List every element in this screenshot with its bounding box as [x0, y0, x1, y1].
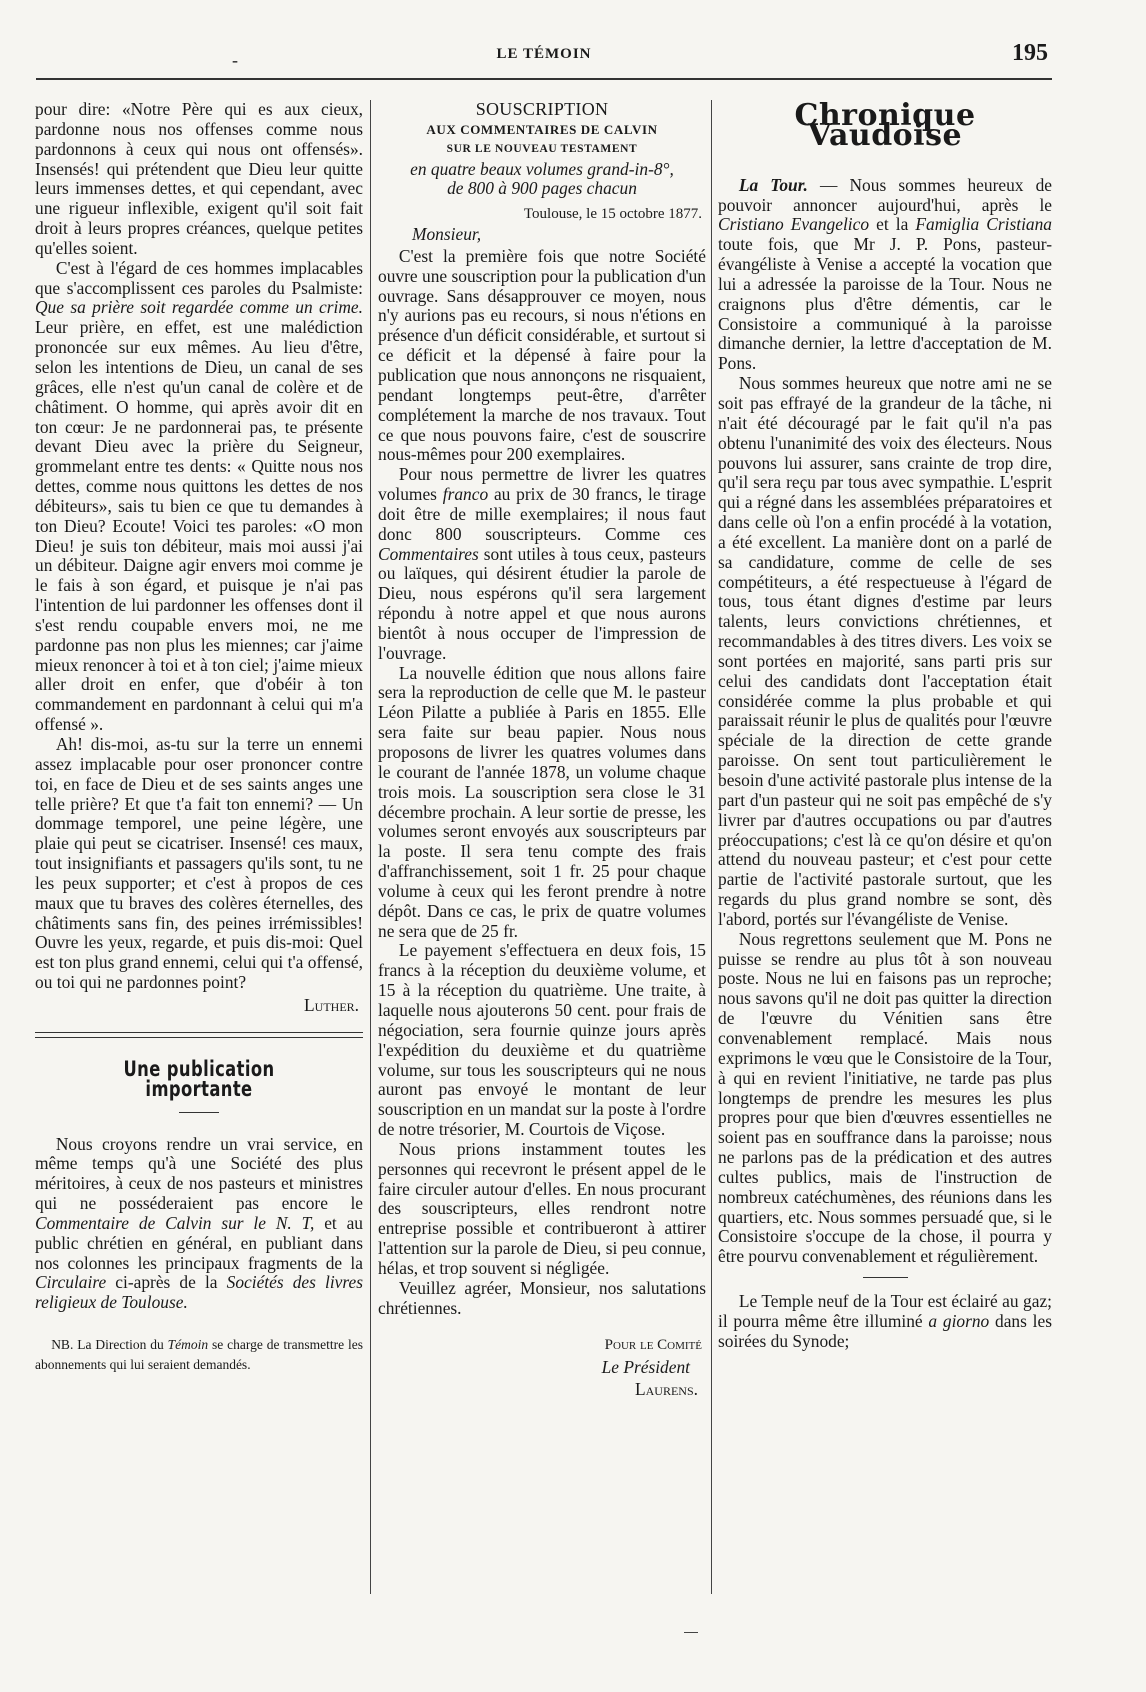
- column-divider-1: [370, 100, 371, 1594]
- column-1: [35, 100, 363, 1375]
- chronique-paragraph-3: Nous regrettons seulement que M. Pons ne puisse se rendre au plus tôt à son nouveau poste. Nous ne lui en faisons pas un reproche; nous savons qu'il ne doit pas quitter la direction de l'œuvre du Vénitien sans être convenablement remplacé. Mais nous exprimons le vœu que le Consistoire de la Tour, à qui en revient l'initiative, ne tarde pas plus longtemps de prendre les mesures les plus propres pour que bien d'œuvres essentielles ne soient pas en souffrance dans la paroisse; nous ne parlons pas de la prédication et des autres cultes publics, mais de l'instruction de nombreux catéchumènes, des réunions dans les quartiers, etc. Nous sommes persuadé que, si le Consistoire s'occupe de la chose, il pourra y être pourvu convenablement et régulièrement.: [718, 928, 1052, 1267]
- journal-name: Témoin: [167, 1337, 209, 1353]
- column-2: [378, 100, 706, 1400]
- letter-paragraph-3: La nouvelle édition que nous allons faire sera la reproduction de celle que M. le pasteur Léon Pilatte a publiée à Paris en 1855. Elle sera faite sur beau papier. Nous nous proposons de livrer les quatres volumes dans le courant de l'année 1878, un volume chaque trois mois. La souscription sera close le 31 décembre prochain. A leur sortie de presse, les volumes seront envoyés aux souscripteurs par la poste. Il sera tenu compte des frais d'affranchissement, soit 1 fr. 25 pour chaque volume à ceux qui les feront prendre à notre dépôt. Dans ce cas, le prix de quatre volumes ne sera que de 25 fr.: [378, 662, 706, 941]
- letter-signature: [378, 1334, 706, 1400]
- header-dash: -: [232, 50, 238, 70]
- column-3: [718, 100, 1052, 1352]
- letter-paragraph-1: C'est la première fois que notre Société ouvre une souscription pour la publication d'un ouvrage. Sans désapprouver ce moyen, nous n'y aurions pas eu recours, si nous n'étions en présence d'un déficit considérable, et surtout si ce déficit et la dépensé à faire pour la publication que nous annonçons ne risquaient, pendant longtemps peut-être, d'arrêter complétement la marche de nos travaux. Tout ce que nous pouvons faire, c'est de souscrire nous-mêmes pour 200 exemplaires.: [378, 245, 706, 465]
- text-run: sont utiles à tous ceux, pasteurs ou laïques, qui désirent étudier la parole de Dieu, nous espérons qu'il sera largement répondu à notre appel et que nous aurons bientôt à nous occuper de l'impression de l'ouvrage.: [378, 543, 706, 663]
- text-run: et la: [869, 214, 916, 235]
- page-header: [36, 38, 1052, 78]
- letter-paragraph-2: [378, 465, 706, 663]
- text-run: NB. La Direction du: [51, 1337, 168, 1353]
- text-run: Leur prière, en effet, est une malédiction prononcée sur eux mêmes. Au lieu d'être, selon les intentions de Dieu, un canal de ses grâces, elle n'est qu'un canal de colère et de châtiment. O homme, qui après avoir dit en ton cœur: Je ne pardonnerai pas, te présente devant Dieu avec la prière du Seigneur, grommelant entre tes dents: « Quitte nous nos dettes, comme nous quittons les dettes de nos débiteurs», sais tu bien ce que tu demandes à ton Dieu? Ecoute! Voici tes paroles: «O mon Dieu! je suis ton débiteur, mais moi aussi j'ai un débiteur. Daigne agir envers moi comme je le fais à son égard, et puisque je n'ai pas l'intention de lui pardonner les offenses dont il s'est rendu coupable envers moi, ne me pardonne pas non plus les miennes; car j'aime mieux renoncer à toi et à ton ciel; j'aime mieux aller droit en enfer, que d'obéir à ton commandement en pardonnant à celui qui m'a offensé ».: [35, 317, 363, 735]
- text-run: Le Temple neuf de la Tour est éclairé au gaz; il pourra même être illuminé: [718, 1291, 1052, 1331]
- souscription-pages: de 800 à 900 pages chacun: [447, 178, 637, 199]
- letter-salutation: Monsieur,: [412, 224, 482, 245]
- souscription-title: SOUSCRIPTION: [475, 99, 609, 119]
- franco-word: franco: [442, 484, 489, 505]
- publication-paragraph: [35, 1135, 363, 1314]
- text-run: — Nous sommes heureux de pouvoir annoncer aujourd'hui, après le: [718, 174, 1053, 215]
- newspaper-name: Famiglia Cristiana: [915, 214, 1052, 235]
- text-run: et au public chrétien en général, en publiant dans nos colonnes les principaux fragments de la: [35, 1212, 363, 1273]
- society-name: Sociétés des livres religieux de Toulouse.: [35, 1272, 363, 1313]
- section-separator: [863, 1277, 908, 1278]
- luther-paragraph-1: pour dire: «Notre Père qui es aux cieux, pardonne nous nos offenses comme nous pardonnons à ceux qui nous ont offensés». Insensés! qui prétendent que Dieu leur quitte leurs immenses dettes, et qui cependant, avec une rigueur inflexible, exigent qu'il soit fait droit à leurs propres créances, quelque petites qu'elles soient.: [35, 99, 363, 258]
- bottom-mark: [684, 1632, 698, 1633]
- commentary-title: Commentaire de Calvin sur le N. T,: [35, 1212, 315, 1233]
- page-number: 195: [1012, 40, 1048, 66]
- publication-heading: Une publication importante: [123, 1056, 275, 1101]
- souscription-subtitle: AUX COMMENTAIRES DE CALVIN: [426, 121, 658, 137]
- president-line: Le Président: [601, 1357, 690, 1378]
- letter-paragraph-5: Nous prions instamment toutes les personnes qui recevront le présent appel de le faire circuler autour d'elles. En nous procurant des souscripteurs, elles rendront notre entreprise possible et contribueront à attirer l'attention sur la parole de Dieu, si peu connue, hélas, et trop souvent si négligée.: [378, 1138, 706, 1278]
- chronique-paragraph-4: [718, 1292, 1052, 1352]
- chronique-paragraph-1: [718, 176, 1052, 374]
- letter-paragraph-4: Le payement s'effectuera en deux fois, 15 francs à la réception du deuxième volume, et 15 à la réception du quatrième. Une traite, à laquelle nous ajouterons 50 cent. pour frais de négociation, sera fournie quinze jours après l'expédition du deuxième et du quatrième volume, sur tous les souscripteurs qui ne nous auront pas envoyé le montant de leur souscription en un mandat sur la poste à l'ordre de notre trésorier, M. Courtois de Viçose.: [378, 940, 706, 1140]
- section-label: La Tour.: [738, 174, 808, 195]
- nb-note: [35, 1335, 363, 1375]
- committee-line: Pour le Comité: [604, 1337, 702, 1354]
- text-run: Pour nous permettre de livrer les quatres volumes: [378, 464, 706, 505]
- letter-paragraph-6: Veuillez agréer, Monsieur, nos salutations chrétiennes.: [378, 1277, 706, 1318]
- souscription-subtitle-2: SUR LE NOUVEAU TESTAMENT: [446, 142, 638, 155]
- text-run: se charge de transmettre les abonnements qui lui seraient demandés.: [35, 1337, 363, 1373]
- commentaires-word: Commentaires: [378, 543, 479, 564]
- chronique-heading: Chronique Vaudoise: [794, 98, 976, 153]
- luther-paragraph-3: Ah! dis-moi, as-tu sur la terre un ennemi assez implacable pour oser prononcer contre toi, en face de Dieu et de ses saints anges une telle prière? Et que t'a fait ton ennemi? — Un dommage temporel, une peine légère, une plaie qui peut se cicatriser. Insensé! ces maux, tout insignifiants et passagers qu'ils sont, tu ne les peux supporter; et c'est à propos de ces maux que tu braves des colères éternelles, des châtiments sans fin, des peines irrémissibles! Ouvre les yeux, regarde, et puis dis-moi: Quel est ton plus grand ennemi, celui qui t'a offensé, ou toi qui ne pardonnes point?: [35, 734, 363, 993]
- circulaire-word: Circulaire: [35, 1272, 107, 1293]
- text-run: au prix de 30 francs, le tirage doit être de mille exemplaires; il nous faut donc 800 souscripteurs. Comme ces: [378, 484, 707, 544]
- souscription-volumes: en quatre beaux volumes grand-in-8°,: [410, 158, 674, 179]
- letter-date: Toulouse, le 15 octobre 1877.: [523, 206, 702, 223]
- column-divider-2: [711, 100, 712, 1594]
- text-run: ci-après de la: [106, 1272, 227, 1293]
- luther-paragraph-2: [35, 259, 363, 735]
- short-rule: [179, 1112, 219, 1113]
- text-run: Nous croyons rendre un vrai service, en même temps qu'à une Société des plus méritoires, à ceux de nos pasteurs et ministres qui ne posséderaient pas encore le: [35, 1133, 363, 1214]
- a-giorno-phrase: a giorno: [928, 1310, 990, 1331]
- psalm-quote: Que sa prière soit regardée comme un crime.: [35, 297, 363, 318]
- signature-luther: Luther.: [304, 994, 359, 1015]
- newspaper-name: Cristiano Evangelico: [718, 214, 870, 235]
- running-title: LE TÉMOIN: [496, 46, 592, 62]
- header-rule: [36, 78, 1052, 80]
- text-run: C'est à l'égard de ces hommes implacables que s'accomplissent ces paroles du Psalmiste:: [35, 257, 363, 298]
- signatory-name: Laurens.: [635, 1379, 698, 1400]
- text-run: dans les soirées du Synode;: [718, 1310, 1052, 1351]
- text-run: toute fois, que Mr J. P. Pons, pasteur-évangéliste à Venise a accepté la vocation que lui a adressée la paroisse de la Tour. Nous ne craignons plus d'être démentis, car le Consistoire a communiqué à la paroisse dimanche dernier, la lettre d'acceptation de M. Pons.: [718, 234, 1052, 374]
- double-rule: [35, 1032, 363, 1038]
- chronique-paragraph-2: Nous sommes heureux que notre ami ne se soit pas effrayé de la grandeur de la tâche, ni n'ait été découragé par le fait qu'il n'a pas obtenu l'unanimité des voix des électeurs. Nous pouvons lui assurer, sans crainte de trop dire, qu'il sera reçu par tous avec sympathie. L'esprit qui a régné dans les assemblées préparatoires et dans celle où l'on a enfin procédé à la votation, a été excellent. La manière dont on a parlé de sa candidature, comme de celle de ses compétiteurs, a été respectueuse à l'égard de tous, tous étant dignes d'estime par leurs talents, leurs convictions chrétiennes, et recommandables à des titres divers. Les voix se sont portées en majorité, sans parti pris sur celui des candidats dont l'acceptation était considérée comme la plus probable et qui paraissait réunir le plus de qualités pour l'œuvre spéciale de la direction de cette grande paroisse. On sent tout particulièrement le besoin d'une activité pastorale plus intense de la part d'un pasteur qui ne soit pas empêché de s'y livrer par d'autres occupations ou par d'autres préoccupations; c'est là ce qu'on désire et qu'on attend du nouveau pasteur; et c'est pour cette partie de l'activité pastorale surtout, que les regards du plus grand nombre se sont, dès l'abord, portés sur l'évangéliste de Venise.: [718, 373, 1052, 929]
